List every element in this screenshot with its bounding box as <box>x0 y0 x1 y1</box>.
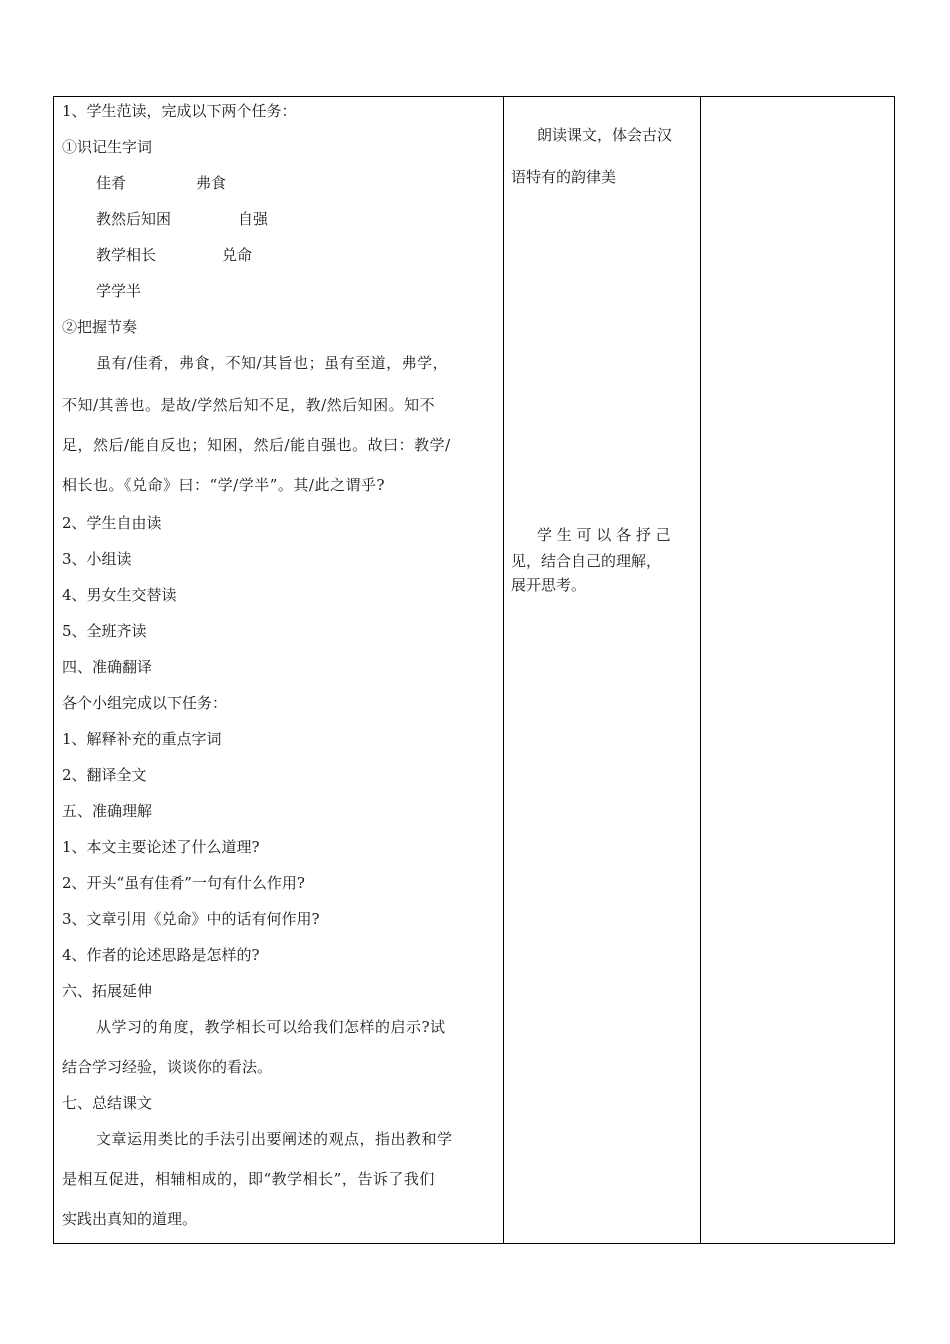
passage-line: 相长也。《兑命》曰：“学/学半”。其/此之谓乎? <box>62 476 385 494</box>
vocab-item: 佳肴 <box>96 174 127 192</box>
content-line: 1、学生范读，完成以下两个任务： <box>62 102 297 120</box>
content-line: 2、翻译全文 <box>62 766 147 784</box>
note-line: 朗读课文，体会古汉 <box>537 126 673 144</box>
content-line: 2、开头“虽有佳肴”一句有什么作用? <box>62 874 305 892</box>
content-line: 2、学生自由读 <box>62 514 162 532</box>
content-line: 1、本文主要论述了什么道理? <box>62 838 260 856</box>
vocab-item: 学学半 <box>96 282 142 300</box>
content-line: 3、小组读 <box>62 550 132 568</box>
paragraph-line: 结合学习经验，谈谈你的看法。 <box>62 1058 273 1076</box>
vocab-item: 兑命 <box>222 246 253 264</box>
vocab-item: 弗食 <box>196 174 227 192</box>
student-activity-cell <box>503 97 700 1243</box>
note-line: 见，结合自己的理解， <box>511 552 662 570</box>
section-heading: 七、总结课文 <box>62 1094 153 1112</box>
section-heading: 五、准确理解 <box>62 802 153 820</box>
passage-line: 足，然后/能自反也；知困，然后/能自强也。故曰：教学/ <box>62 436 451 454</box>
content-line: 各个小组完成以下任务： <box>62 694 228 712</box>
vocab-item: 自强 <box>238 210 269 228</box>
paragraph-line: 实践出真知的道理。 <box>62 1210 198 1228</box>
content-line: ②把握节奏 <box>62 318 138 336</box>
note-line: 语特有的韵律美 <box>511 168 617 186</box>
content-line: 5、全班齐读 <box>62 622 147 640</box>
note-line: 学 生 可 以 各 抒 己 <box>537 526 671 544</box>
passage-line: 虽有/佳肴，弗食，不知/其旨也；虽有至道，弗学， <box>96 354 449 372</box>
content-line: 3、文章引用《兑命》中的话有何作用? <box>62 910 320 928</box>
note-line: 展开思考。 <box>511 576 587 594</box>
paragraph-line: 从学习的角度，教学相长可以给我们怎样的启示?试 <box>96 1018 446 1036</box>
teaching-content-cell <box>54 97 503 1243</box>
lesson-plan-table <box>53 96 895 1244</box>
section-heading: 四、准确翻译 <box>62 658 153 676</box>
vocab-item: 教学相长 <box>96 246 157 264</box>
remarks-cell <box>700 97 895 1243</box>
passage-line: 不知/其善也。是故/学然后知不足，教/然后知困。知不 <box>62 396 436 414</box>
content-line: ①识记生字词 <box>62 138 153 156</box>
content-line: 4、作者的论述思路是怎样的? <box>62 946 260 964</box>
paragraph-line: 是相互促进，相辅相成的，即“教学相长”，告诉了我们 <box>62 1170 435 1188</box>
vocab-item: 教然后知困 <box>96 210 172 228</box>
content-line: 1、解释补充的重点字词 <box>62 730 222 748</box>
content-line: 4、男女生交替读 <box>62 586 177 604</box>
section-heading: 六、拓展延伸 <box>62 982 153 1000</box>
paragraph-line: 文章运用类比的手法引出要阐述的观点，指出教和学 <box>96 1130 453 1148</box>
